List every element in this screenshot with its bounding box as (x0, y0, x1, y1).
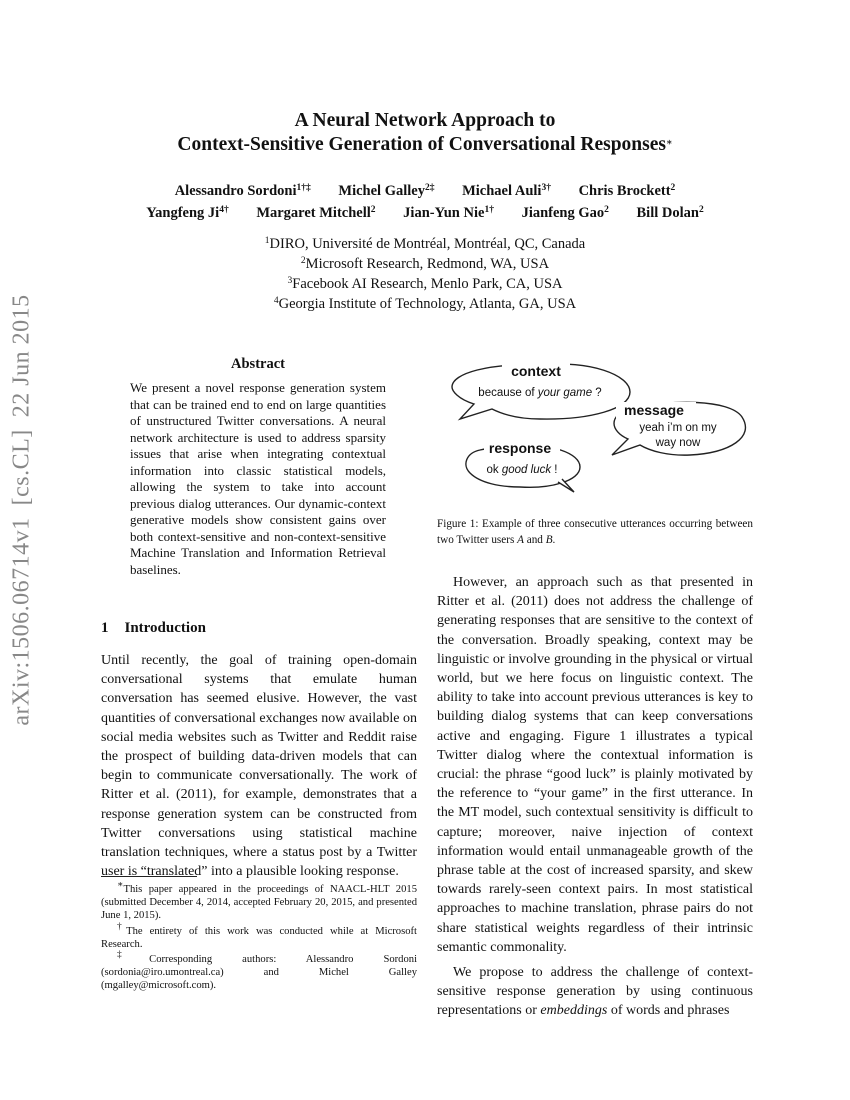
section-heading: 1 Introduction (101, 620, 206, 636)
paragraph: However, an approach such as that presented in Ritter et al. (2011) does not address the challenge of generating responses that are sensitive to the context of the conversation. Broadly speaking, context may be linguistic or involve grounding in the physical or virtual world, but we here focus on linguistic context. The ability to take into account previous utterances is key to building dialog systems that can keep conversations active and engaging. Figure 1 illustrates a typical Twitter dialog where the contextual information is crucial: the phrase “good luck” is plainly motivated by the reference to “your game” in the first utterance. In the MT model, such contextual sensitivity is difficult to capture; moreover, naive injection of context information would entail unmanageable growth of the phrase table at the cost of increased sparsity, and skew towards rarely-seen context pairs. In most statistical approaches to machine translation, phrase pairs do not share statistical weights regardless of their intrinsic semantic commonality. (437, 575, 753, 955)
author: Alessandro Sordoni$^{1\dagger\ddagger}$ (174, 183, 311, 199)
author: Michael Auli$^{3\dagger}$ (462, 183, 551, 199)
arxiv-stamp (2, 294, 42, 726)
affiliation: $^2$Microsoft Research, Redmond, WA, USA (300, 256, 550, 272)
footnote: ∗This paper appeared in the proceedings of NAACL-HLT 2015 (submitted December 4, 2014, accepted February 20, 2015, and presented June 1, 2015). (101, 880, 417, 922)
authors-row-1 (0, 181, 850, 202)
author: Bill Dolan$^2$ (636, 205, 704, 221)
authors-row-2 (0, 203, 850, 224)
figure-1-speech-bubbles (440, 357, 770, 497)
context-text: because of your game ? (478, 387, 602, 399)
abstract-body: We present a novel response generation system that can be trained end to end on large quantities of unstructured Twitter conversations. A neural network architecture is used to address sparsity issues that arise when integrating contextual information into classic statistical models, allowing the system to take into account previous dialog utterances. Our dynamic-context generative models show consistent gains over both context-sensitive and non-context-sensitive Machine Translation and Information Retrieval baselines. (130, 380, 386, 577)
introduction-body: Until recently, the goal of training open-domain conversational systems that emulate human conversation has seemed elusive. However, the vast quantities of conversational exchanges now available on social media websites such as Twitter and Reddit raise the prospect of building data-driven models that can begin to communicate conversationally. The work of Ritter et al. (2011), for example, demonstrates that a response generation system can be constructed from Twitter conversations using statistical machine translation techniques, where a status post by a Twitter user is “translated” into a plausible looking response. (101, 653, 417, 880)
right-column-body (437, 573, 753, 1021)
author: Jianfeng Gao$^2$ (521, 205, 609, 221)
author: Margaret Mitchell$^2$ (256, 205, 376, 221)
context-label: context (511, 363, 561, 379)
arxiv-category: [cs.CL] (8, 429, 35, 506)
affiliation: $^3$Facebook AI Research, Menlo Park, CA, USA (287, 276, 563, 292)
paper-title-line1: A Neural Network Approach to (294, 110, 556, 131)
paper-title-line2: Context-Sensitive Generation of Conversational Responses∗ (177, 134, 673, 155)
footnote-rule (101, 876, 197, 877)
figure-1-caption: Figure 1: Example of three consecutive utterances occurring between two Twitter users A and B. (437, 518, 753, 546)
author: Jian-Yun Nie$^{1\dagger}$ (403, 205, 494, 221)
footnote: †The entirety of this work was conducted while at Microsoft Research. (101, 921, 417, 950)
footnote: ‡Corresponding authors: Alessandro Sordoni (sordonia@iro.umontreal.ca) and Michel Galley (mgalley@microsoft.com). (101, 950, 418, 992)
response-label: response (488, 440, 552, 456)
arxiv-id: arXiv:1506.06714v1 (8, 517, 35, 726)
author: Chris Brockett$^2$ (578, 183, 676, 199)
arxiv-date: 22 Jun 2015 (8, 294, 35, 418)
abstract-heading: Abstract (231, 356, 285, 372)
message-label: message (624, 402, 684, 418)
response-text: ok good luck ! (486, 464, 558, 476)
message-text-line2: way now (655, 437, 701, 449)
footnotes (101, 880, 418, 995)
author: Michel Galley$^{2\ddagger}$ (338, 183, 435, 199)
author: Yangfeng $Ji^{4\dagger}$ (146, 205, 229, 221)
affiliation: $^1$DIRO, Université de Montréal, Montréal, QC, Canada (264, 236, 586, 252)
paragraph: We propose to address the challenge of context-sensitive response generation by using continuous representations or embeddings of words and phrases (437, 965, 753, 1019)
message-text-line1: yeah i’m on my (639, 422, 717, 434)
affiliation: $^4$Georgia Institute of Technology, Atlanta, GA, USA (273, 296, 577, 312)
